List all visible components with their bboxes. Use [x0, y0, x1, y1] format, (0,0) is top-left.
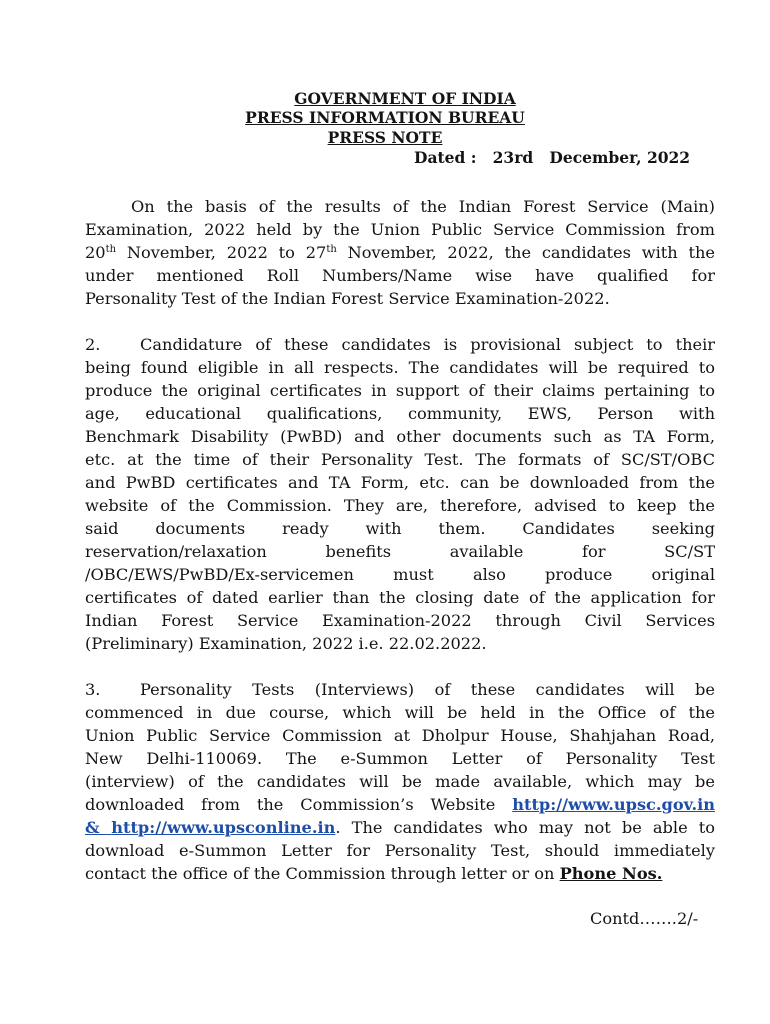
ordinal-suffix: th: [105, 244, 117, 255]
para3-line-phone: [85, 862, 715, 885]
para3-line: Union Public Service Commission at Dholpur House, Shahjahan Road,: [85, 726, 715, 745]
header-press-note: PRESS NOTE: [327, 128, 443, 147]
para2-line: Benchmark Disability (PwBD) and other documents such as TA Form,: [85, 427, 715, 446]
date-text-rest: November, 2022, the candidates with the: [336, 243, 715, 262]
para2-line: produce the original certificates in support of their claims pertaining to: [85, 381, 715, 400]
header-government-of-india: GOVERNMENT OF INDIA: [294, 89, 516, 108]
para2-line: and PwBD certificates and TA Form, etc. can be downloaded from the: [85, 473, 715, 492]
para1-line: Examination, 2022 held by the Union Public Service Commission from: [85, 220, 715, 239]
website-text: downloaded from the Commission’s Website: [85, 795, 496, 814]
paragraph-1: [85, 195, 715, 310]
continued-marker: Contd…….2/-: [590, 909, 699, 928]
para2-line: website of the Commission. They are, therefore, advised to keep the: [85, 496, 715, 515]
para2-line: said documents ready with them. Candidates seeking: [85, 519, 715, 538]
para2-line: /OBC/EWS/PwBD/Ex-servicemen must also produce original: [85, 565, 715, 584]
para3-line: download e-Summon Letter for Personality Test, should immediately: [85, 841, 715, 860]
upsconline-website-link[interactable]: http://www.upsconline.in: [111, 818, 336, 837]
para2-line-first: [85, 333, 715, 356]
header-press-information-bureau: PRESS INFORMATION BUREAU: [245, 108, 525, 127]
date-text: November, 2022 to 27: [116, 243, 327, 262]
ampersand-link-text[interactable]: &: [85, 818, 112, 837]
para3-line: New Delhi-110069. The e-Summon Letter of Personality Test: [85, 749, 715, 768]
ordinal-suffix: th: [326, 244, 337, 255]
para1-line: Personality Test of the Indian Forest Service Examination-2022.: [85, 289, 610, 308]
para2-line: etc. at the time of their Personality Test. The formats of SC/ST/OBC: [85, 450, 715, 469]
para2-line: being found eligible in all respects. The candidates will be required to: [85, 358, 715, 377]
para2-line: Indian Forest Service Examination-2022 through Civil Services: [85, 611, 715, 630]
para3-line-website: [85, 793, 715, 816]
para2-line: age, educational qualifications, community, EWS, Person with: [85, 404, 715, 423]
para2-line-text: Candidature of these candidates is provisional subject to their: [140, 335, 715, 354]
para3-line: (interview) of the candidates will be made available, which may be: [85, 772, 715, 791]
para1-line: under mentioned Roll Numbers/Name wise have qualified for: [85, 266, 715, 285]
para1-line-dates: [85, 241, 715, 264]
upsc-website-link[interactable]: http://www.upsc.gov.in: [512, 795, 715, 814]
date-day-start: 20: [85, 243, 106, 262]
paragraph-3: [85, 678, 715, 885]
para3-line-text: Personality Tests (Interviews) of these candidates will be: [140, 680, 715, 699]
para2-line: (Preliminary) Examination, 2022 i.e. 22.02.2022.: [85, 634, 487, 653]
dated-line: Dated : 23rd December, 2022: [414, 148, 691, 167]
para2-line: reservation/relaxation benefits available for SC/ST: [85, 542, 715, 561]
links-trailing-text: . The candidates who may not be able to: [335, 818, 715, 837]
paragraph-2: [85, 333, 715, 655]
paragraph-number: 2.: [85, 335, 101, 354]
contact-text: contact the office of the Commission through letter or on: [85, 864, 560, 883]
para2-line: certificates of dated earlier than the closing date of the application for: [85, 588, 715, 607]
para1-line: On the basis of the results of the Indian Forest Service (Main): [131, 197, 715, 216]
para3-line-links: [85, 816, 715, 839]
para3-line-first: [85, 678, 715, 701]
para3-line: commenced in due course, which will be held in the Office of the: [85, 703, 715, 722]
paragraph-number: 3.: [85, 680, 101, 699]
phone-nos-label: Phone Nos.: [559, 864, 663, 883]
